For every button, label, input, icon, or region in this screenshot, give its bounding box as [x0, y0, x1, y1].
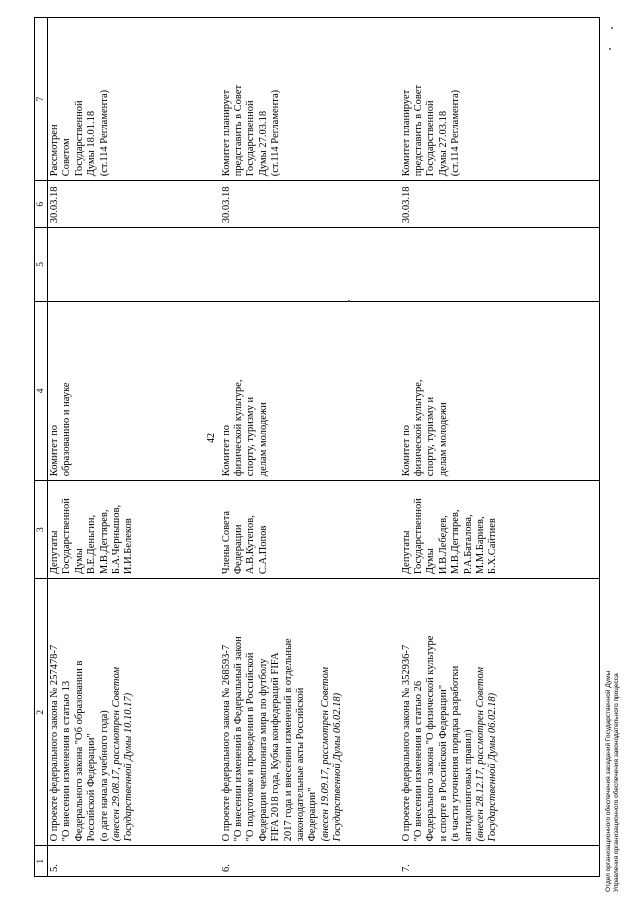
bill-title-line: Федерального закона "О физической культуре	[425, 635, 437, 842]
header-cell: 3	[35, 481, 48, 579]
committee-line: образованию и науке	[61, 382, 73, 477]
row-number-text: 6.	[220, 864, 232, 872]
author-line: Депутаты	[49, 530, 60, 575]
scan-speck	[348, 300, 350, 302]
authors	[400, 481, 600, 579]
status-line: Комитет планирует	[220, 89, 232, 177]
bill-title-line: антидопинговых правил)	[462, 729, 474, 842]
committee-line: спорту, туризму и	[425, 396, 437, 477]
bill-title-line: Федерации чемпионата мира по футболу	[257, 658, 269, 842]
bill-note-line: Государственной Думы 06.02.18)	[487, 692, 499, 842]
author-line: Думы	[425, 548, 437, 575]
author-line: Федерации	[232, 524, 244, 575]
bill-title-line: Федерации"	[307, 787, 319, 842]
bill-title-line: (в части уточнения порядка разработки	[450, 665, 462, 842]
row-number	[220, 846, 400, 877]
header-cell: 2	[35, 579, 48, 846]
committee-line: Комитет по	[49, 425, 60, 477]
row-number-text: 7.	[400, 864, 412, 872]
table-row	[220, 18, 400, 877]
legislation-table	[34, 17, 600, 877]
bill-title-line: "О подготовке и проведении в Российской	[245, 652, 257, 842]
footer	[605, 671, 621, 892]
author-line: Р.А.Баталова,	[462, 514, 474, 575]
bill-title-line: О проекте федерального закона № 257478-7	[49, 644, 60, 842]
status-line: (ст.114 Регламента)	[450, 89, 462, 177]
bill-note-line: (внесен 28.12.17, рассмотрен Советом	[474, 666, 486, 842]
status-line: Рассмотрен	[49, 124, 60, 177]
author-line: Депутаты	[400, 530, 412, 575]
committee-line: физической культуре,	[232, 379, 244, 477]
status-line: Комитет планирует	[400, 89, 412, 177]
row-number	[48, 846, 220, 877]
status-line: (ст.114 Регламента)	[98, 89, 110, 177]
table-row	[400, 18, 600, 877]
author-line: Думы	[73, 548, 85, 575]
committee-line: спорту, туризму и	[245, 396, 257, 477]
scan-speck	[611, 27, 613, 29]
bill-note-line: (внесен 29.08.17, рассмотрен Советом	[111, 666, 123, 842]
author-line: В.Е.Деньгин,	[86, 514, 98, 575]
status-line: представить в Совет	[232, 84, 244, 177]
bill-title-line: 2017 года и внесении изменений в отдельные	[282, 638, 294, 842]
bill-title-line: Российской Федерации"	[86, 733, 98, 842]
author-line: А.В.Кутепов,	[245, 515, 257, 575]
status-line: Думы 18.01.18	[86, 110, 98, 177]
author-line: Члены Совета	[220, 510, 232, 575]
bill-title-line: "О внесении изменений в Федеральный закон	[232, 636, 244, 842]
page-number: 42	[206, 433, 217, 443]
author-line: Б.Х.Сайтиев	[487, 518, 499, 575]
committee	[220, 301, 400, 481]
column-5-cell	[220, 228, 400, 301]
committee-line: делам молодежи	[257, 402, 269, 477]
scan-speck	[609, 48, 611, 50]
committee	[48, 301, 220, 481]
row-number-text: 5.	[49, 864, 60, 872]
author-line: С.А.Попов	[257, 525, 269, 575]
status-line: (ст.114 Регламента)	[270, 89, 282, 177]
bill-title-line: FIFA 2018 года, Кубка конфедераций FIFA	[270, 652, 282, 842]
header-cell: 5	[35, 228, 48, 301]
footer-line: Отдел организационного обеспечения заседаний Государственной Думы	[605, 670, 612, 892]
column-5-cell	[400, 228, 600, 301]
bill-title-line: и спорте в Российской Федерации"	[437, 684, 449, 842]
committee-line: физической культуре,	[412, 379, 424, 477]
status-line: Государственной	[245, 100, 257, 177]
committee-line: делам молодежи	[437, 402, 449, 477]
row-number	[400, 846, 600, 877]
header-cell: 7	[35, 18, 48, 181]
bill-description	[400, 579, 600, 846]
date-cell: 30.03.18	[220, 181, 400, 228]
bill-description	[48, 579, 220, 846]
authors	[220, 481, 400, 579]
status-line: Государственной	[425, 100, 437, 177]
bill-title-line: (о дате начала учебного года)	[98, 710, 110, 842]
bill-title-line: Федерального закона "Об образовании в	[73, 660, 85, 842]
status	[220, 18, 400, 181]
authors	[48, 481, 220, 579]
bill-note-line: (внесен 19.09.17, рассмотрен Советом	[319, 666, 331, 842]
author-line: М.М.Бариев,	[474, 516, 486, 575]
status	[48, 18, 220, 181]
status-line: Советом	[61, 138, 73, 177]
author-line: Б.А.Чернышов,	[111, 504, 123, 575]
status-line: Думы 27.03.18	[257, 110, 269, 177]
status-line: Думы 27.03.18	[437, 110, 449, 177]
header-cell: 4	[35, 301, 48, 481]
bill-title-line: О проекте федерального закона № 268593-7	[220, 644, 232, 842]
header-row	[35, 18, 48, 877]
bill-description	[220, 579, 400, 846]
bill-note-line: Государственной Думы 06.02.18)	[332, 692, 344, 842]
bill-title-line: О проекте федерального закона № 352936-7	[400, 644, 412, 842]
author-line: Государственной	[412, 498, 424, 575]
author-line: И.В.Лебедев,	[437, 515, 449, 575]
bill-title-line: "О внесении изменения в статью 26	[412, 680, 424, 842]
author-line: И.И.Белеков	[123, 518, 135, 575]
committee	[400, 301, 600, 481]
status-line: Государственной	[73, 100, 85, 177]
header-cell: 6	[35, 181, 48, 228]
status-line: представить в Совет	[412, 84, 424, 177]
author-line: Государственной	[61, 498, 73, 575]
author-line: М.В.Дегтярев,	[98, 509, 110, 575]
footer-line: Управления организационного обеспечения законодательного процесса	[613, 673, 620, 892]
status	[400, 18, 600, 181]
header-cell: 1	[35, 846, 48, 877]
rotated-table-container	[34, 12, 594, 877]
bill-note-line: Государственной Думы 10.10.17)	[123, 692, 135, 842]
bill-title-line: законодательные акты Российской	[294, 687, 306, 842]
column-5-cell	[48, 228, 220, 301]
table-row	[48, 18, 220, 877]
bill-title-line: "О внесении изменения в статью 13	[61, 680, 73, 842]
committee-line: Комитет по	[220, 425, 232, 477]
date-cell: 30.03.18	[400, 181, 600, 228]
date-cell: 30.03.18	[48, 181, 220, 228]
committee-line: Комитет по	[400, 425, 412, 477]
author-line: М.В.Дегтярев,	[450, 509, 462, 575]
